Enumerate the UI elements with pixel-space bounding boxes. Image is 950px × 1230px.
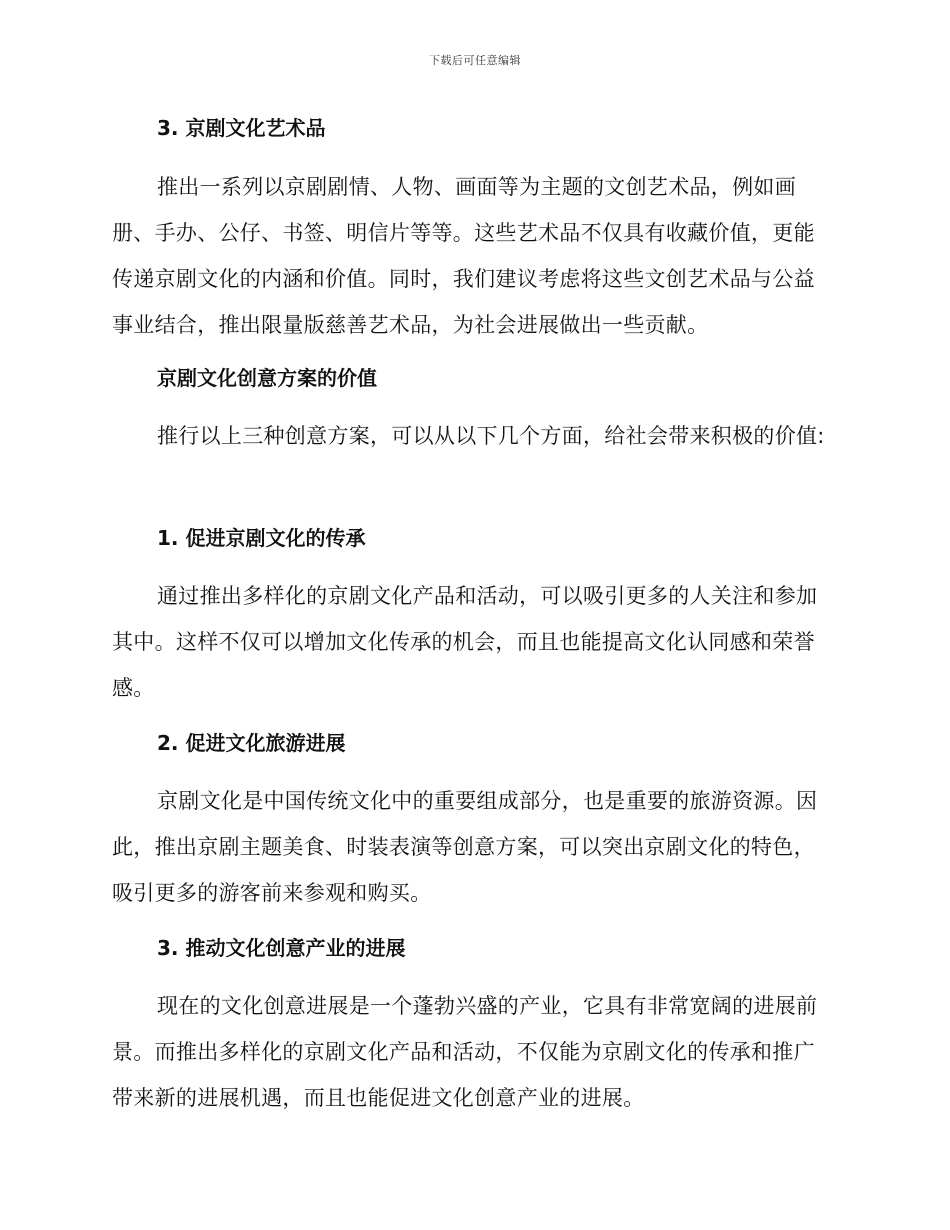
section-heading-creative-industry: 3. 推动文化创意产业的进展 bbox=[157, 936, 406, 960]
section-heading-art-products: 3. 京剧文化艺术品 bbox=[157, 116, 326, 140]
section-heading-value: 京剧文化创意方案的价值 bbox=[157, 366, 377, 390]
paragraph-inheritance: 通过推出多样化的京剧文化产品和活动，可以吸引更多的人关注和参加其中。这样不仅可以增加文化传承的机会，而且也能提高文化认同感和荣誉感。 bbox=[112, 584, 818, 700]
section-heading-tourism: 2. 促进文化旅游进展 bbox=[157, 731, 346, 755]
paragraph-creative-industry: 现在的文化创意进展是一个蓬勃兴盛的产业，它具有非常宽阔的进展前景。而推出多样化的京剧文化产品和活动，不仅能为京剧文化的传承和推广带来新的进展机遇，而且也能促进文化创意产业的进展。 bbox=[112, 994, 818, 1110]
section-heading-inheritance: 1. 促进京剧文化的传承 bbox=[157, 526, 366, 550]
page-header: 下载后可任意编辑 bbox=[429, 54, 521, 67]
paragraph-art-products: 推出一系列以京剧剧情、人物、画面等为主题的文创艺术品，例如画册、手办、公仔、书签、明信片等等。这些艺术品不仅具有收藏价值，更能传递京剧文化的内涵和价值。同时，我们建议考虑将这些文创艺术品与公益事业结合，推出限量版慈善艺术品，为社会进展做出一些贡献。 bbox=[112, 175, 815, 337]
paragraph-value-intro: 推行以上三种创意方案，可以从以下几个方面，给社会带来积极的价值: bbox=[157, 424, 825, 448]
paragraph-tourism: 京剧文化是中国传统文化中的重要组成部分，也是重要的旅游资源。因此，推出京剧主题美食、时装表演等创意方案，可以突出京剧文化的特色，吸引更多的游客前来参观和购买。 bbox=[112, 789, 818, 905]
